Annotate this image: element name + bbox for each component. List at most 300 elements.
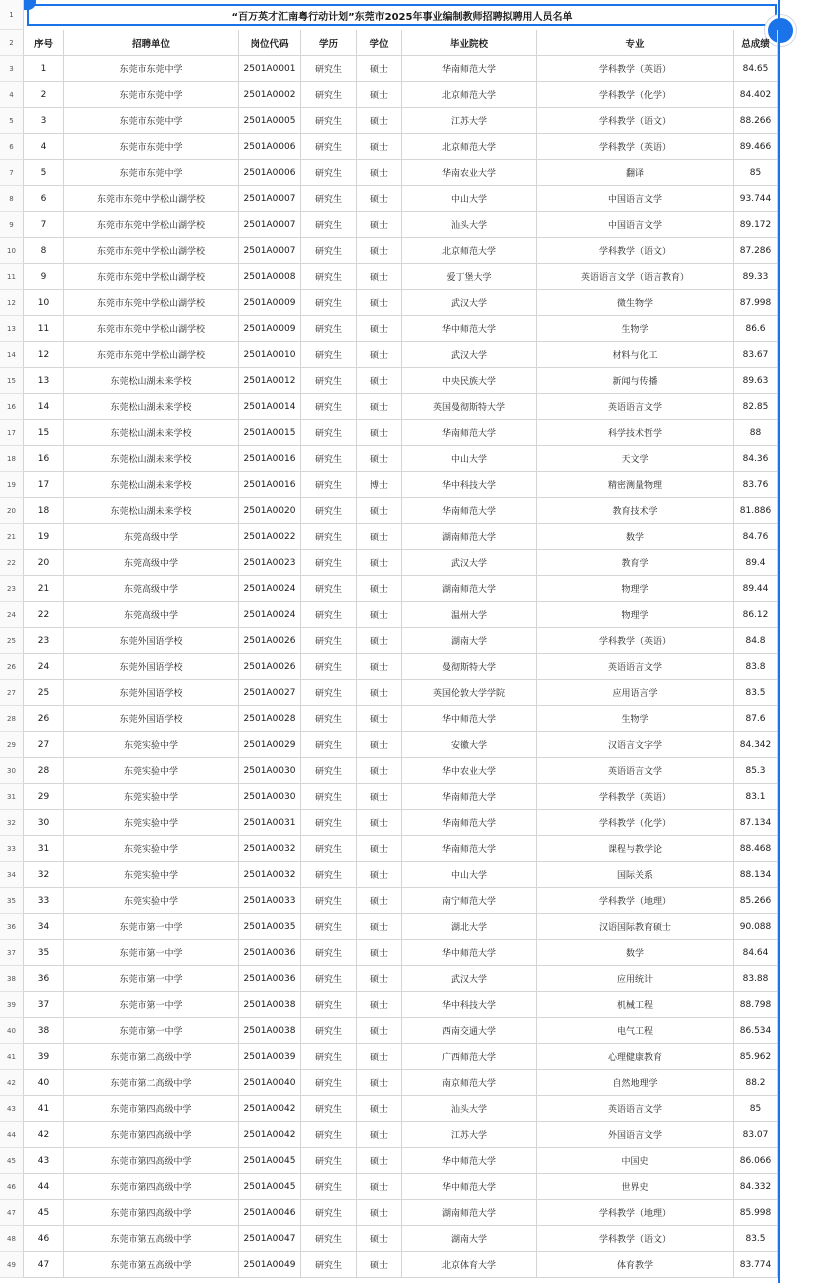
table-cell[interactable]: 生物学	[537, 706, 734, 732]
table-cell[interactable]: 88.468	[734, 836, 778, 862]
row-number[interactable]: 28	[0, 706, 24, 732]
row-number[interactable]: 38	[0, 966, 24, 992]
table-cell[interactable]: 研究生	[301, 654, 357, 680]
table-cell[interactable]: 华中农业大学	[402, 758, 537, 784]
table-cell[interactable]: 2501A0020	[239, 498, 301, 524]
table-cell[interactable]: 硕士	[357, 160, 402, 186]
table-cell[interactable]: 东莞实验中学	[64, 836, 239, 862]
table-cell[interactable]: 2501A0030	[239, 758, 301, 784]
table-cell[interactable]: 硕士	[357, 810, 402, 836]
table-cell[interactable]: 84.64	[734, 940, 778, 966]
row-number[interactable]: 48	[0, 1226, 24, 1252]
table-cell[interactable]: 东莞外国语学校	[64, 680, 239, 706]
table-cell[interactable]: 89.33	[734, 264, 778, 290]
row-number[interactable]: 11	[0, 264, 24, 290]
table-cell[interactable]: 硕士	[357, 966, 402, 992]
table-cell[interactable]: 硕士	[357, 56, 402, 82]
table-cell[interactable]: 学科教学（语文）	[537, 108, 734, 134]
table-cell[interactable]: 10	[24, 290, 64, 316]
table-cell[interactable]: 东莞市东莞中学松山湖学校	[64, 186, 239, 212]
table-cell[interactable]: 研究生	[301, 1200, 357, 1226]
table-cell[interactable]: 英国曼彻斯特大学	[402, 394, 537, 420]
table-cell[interactable]: 2501A0032	[239, 836, 301, 862]
row-number[interactable]: 27	[0, 680, 24, 706]
table-cell[interactable]: 研究生	[301, 602, 357, 628]
row-number[interactable]: 34	[0, 862, 24, 888]
row-number[interactable]: 39	[0, 992, 24, 1018]
table-cell[interactable]: 电气工程	[537, 1018, 734, 1044]
table-cell[interactable]: 13	[24, 368, 64, 394]
table-cell[interactable]: 2501A0005	[239, 108, 301, 134]
table-cell[interactable]: 硕士	[357, 1252, 402, 1278]
table-cell[interactable]: 硕士	[357, 784, 402, 810]
table-cell[interactable]: 东莞市东莞中学松山湖学校	[64, 316, 239, 342]
table-cell[interactable]: 研究生	[301, 368, 357, 394]
table-cell[interactable]: 硕士	[357, 342, 402, 368]
row-number[interactable]: 40	[0, 1018, 24, 1044]
column-header[interactable]: 学位	[357, 30, 402, 56]
row-number[interactable]: 41	[0, 1044, 24, 1070]
table-cell[interactable]: 华中师范大学	[402, 1148, 537, 1174]
table-cell[interactable]: 88.798	[734, 992, 778, 1018]
table-cell[interactable]: 中山大学	[402, 446, 537, 472]
table-cell[interactable]: 东莞高级中学	[64, 524, 239, 550]
table-cell[interactable]: 研究生	[301, 316, 357, 342]
table-cell[interactable]: 研究生	[301, 680, 357, 706]
table-cell[interactable]: 东莞市第一中学	[64, 1018, 239, 1044]
table-cell[interactable]: 研究生	[301, 108, 357, 134]
table-cell[interactable]: 86.534	[734, 1018, 778, 1044]
table-cell[interactable]: 硕士	[357, 82, 402, 108]
table-cell[interactable]: 国际关系	[537, 862, 734, 888]
row-number[interactable]: 19	[0, 472, 24, 498]
table-cell[interactable]: 2501A0026	[239, 654, 301, 680]
row-number[interactable]: 14	[0, 342, 24, 368]
table-cell[interactable]: 研究生	[301, 82, 357, 108]
table-cell[interactable]: 35	[24, 940, 64, 966]
row-number[interactable]: 13	[0, 316, 24, 342]
table-cell[interactable]: 研究生	[301, 732, 357, 758]
table-cell[interactable]: 2501A0029	[239, 732, 301, 758]
table-cell[interactable]: 研究生	[301, 940, 357, 966]
table-cell[interactable]: 华中师范大学	[402, 706, 537, 732]
table-cell[interactable]: 85.3	[734, 758, 778, 784]
row-number[interactable]: 44	[0, 1122, 24, 1148]
table-cell[interactable]: 教育学	[537, 550, 734, 576]
table-cell[interactable]: 华中科技大学	[402, 472, 537, 498]
row-number[interactable]: 21	[0, 524, 24, 550]
table-cell[interactable]: 南宁师范大学	[402, 888, 537, 914]
table-cell[interactable]: 世界史	[537, 1174, 734, 1200]
table-cell[interactable]: 2501A0016	[239, 472, 301, 498]
table-cell[interactable]: 研究生	[301, 394, 357, 420]
table-cell[interactable]: 汕头大学	[402, 1096, 537, 1122]
table-cell[interactable]: 硕士	[357, 654, 402, 680]
table-cell[interactable]: 东莞松山湖未来学校	[64, 498, 239, 524]
table-cell[interactable]: 中山大学	[402, 862, 537, 888]
table-cell[interactable]: 84.332	[734, 1174, 778, 1200]
table-cell[interactable]: 1	[24, 56, 64, 82]
row-number[interactable]: 25	[0, 628, 24, 654]
table-cell[interactable]: 东莞市东莞中学	[64, 108, 239, 134]
table-cell[interactable]: 2501A0015	[239, 420, 301, 446]
row-number[interactable]: 24	[0, 602, 24, 628]
table-cell[interactable]: 中国史	[537, 1148, 734, 1174]
row-number[interactable]: 16	[0, 394, 24, 420]
table-cell[interactable]: 体育教学	[537, 1252, 734, 1278]
row-number[interactable]: 47	[0, 1200, 24, 1226]
table-cell[interactable]: 2501A0042	[239, 1122, 301, 1148]
table-cell[interactable]: 88.2	[734, 1070, 778, 1096]
table-cell[interactable]: 研究生	[301, 498, 357, 524]
table-cell[interactable]: 研究生	[301, 264, 357, 290]
table-cell[interactable]: 25	[24, 680, 64, 706]
table-cell[interactable]: 2501A0007	[239, 238, 301, 264]
table-cell[interactable]: 7	[24, 212, 64, 238]
table-cell[interactable]: 东莞市第五高级中学	[64, 1226, 239, 1252]
table-cell[interactable]: 硕士	[357, 446, 402, 472]
table-cell[interactable]: 2501A0038	[239, 1018, 301, 1044]
table-cell[interactable]: 学科教学（英语）	[537, 56, 734, 82]
column-header[interactable]: 专业	[537, 30, 734, 56]
table-cell[interactable]: 硕士	[357, 524, 402, 550]
table-cell[interactable]: 12	[24, 342, 64, 368]
table-cell[interactable]: 东莞外国语学校	[64, 628, 239, 654]
table-cell[interactable]: 研究生	[301, 1148, 357, 1174]
table-cell[interactable]: 广西师范大学	[402, 1044, 537, 1070]
table-cell[interactable]: 微生物学	[537, 290, 734, 316]
row-number[interactable]: 8	[0, 186, 24, 212]
table-cell[interactable]: 26	[24, 706, 64, 732]
table-cell[interactable]: 90.088	[734, 914, 778, 940]
table-cell[interactable]: 东莞实验中学	[64, 810, 239, 836]
table-cell[interactable]: 研究生	[301, 1044, 357, 1070]
table-cell[interactable]: 英语语言文学	[537, 394, 734, 420]
table-cell[interactable]: 英语语言文学	[537, 1096, 734, 1122]
table-cell[interactable]: 2501A0014	[239, 394, 301, 420]
table-cell[interactable]: 东莞市东莞中学	[64, 160, 239, 186]
column-header[interactable]: 招聘单位	[64, 30, 239, 56]
table-cell[interactable]: 研究生	[301, 1018, 357, 1044]
table-cell[interactable]: 83.774	[734, 1252, 778, 1278]
table-cell[interactable]: 93.744	[734, 186, 778, 212]
table-cell[interactable]: 中央民族大学	[402, 368, 537, 394]
table-cell[interactable]: 研究生	[301, 186, 357, 212]
table-cell[interactable]: 研究生	[301, 56, 357, 82]
table-cell[interactable]: 研究生	[301, 1096, 357, 1122]
table-cell[interactable]: 6	[24, 186, 64, 212]
table-cell[interactable]: 88.266	[734, 108, 778, 134]
table-cell[interactable]: 89.466	[734, 134, 778, 160]
table-cell[interactable]: 2501A0028	[239, 706, 301, 732]
table-cell[interactable]: 硕士	[357, 290, 402, 316]
row-number[interactable]: 6	[0, 134, 24, 160]
table-cell[interactable]: 华南农业大学	[402, 160, 537, 186]
table-cell[interactable]: 2501A0007	[239, 212, 301, 238]
table-cell[interactable]: 硕士	[357, 1096, 402, 1122]
table-cell[interactable]: 2501A0009	[239, 290, 301, 316]
table-cell[interactable]: 2501A0047	[239, 1226, 301, 1252]
table-cell[interactable]: 81.886	[734, 498, 778, 524]
table-cell[interactable]: 安徽大学	[402, 732, 537, 758]
column-header[interactable]: 学历	[301, 30, 357, 56]
table-cell[interactable]: 87.998	[734, 290, 778, 316]
table-cell[interactable]: 研究生	[301, 706, 357, 732]
table-cell[interactable]: 2501A0023	[239, 550, 301, 576]
table-cell[interactable]: 2501A0036	[239, 966, 301, 992]
row-number[interactable]: 4	[0, 82, 24, 108]
table-cell[interactable]: 中国语言文学	[537, 186, 734, 212]
table-cell[interactable]: 东莞市东莞中学	[64, 82, 239, 108]
table-cell[interactable]: 新闻与传播	[537, 368, 734, 394]
table-cell[interactable]: 2501A0008	[239, 264, 301, 290]
table-cell[interactable]: 东莞市第二高级中学	[64, 1070, 239, 1096]
table-cell[interactable]: 硕士	[357, 1018, 402, 1044]
table-cell[interactable]: 29	[24, 784, 64, 810]
table-cell[interactable]: 2501A0012	[239, 368, 301, 394]
table-cell[interactable]: 38	[24, 1018, 64, 1044]
row-number[interactable]: 29	[0, 732, 24, 758]
table-cell[interactable]: 硕士	[357, 576, 402, 602]
table-cell[interactable]: 华南师范大学	[402, 420, 537, 446]
table-cell[interactable]: 23	[24, 628, 64, 654]
table-cell[interactable]: 89.63	[734, 368, 778, 394]
table-cell[interactable]: 翻译	[537, 160, 734, 186]
table-cell[interactable]: 研究生	[301, 862, 357, 888]
row-number[interactable]: 35	[0, 888, 24, 914]
table-cell[interactable]: 32	[24, 862, 64, 888]
table-cell[interactable]: 85.998	[734, 1200, 778, 1226]
table-cell[interactable]: 硕士	[357, 836, 402, 862]
column-header[interactable]: 序号	[24, 30, 64, 56]
table-cell[interactable]: 东莞市第四高级中学	[64, 1148, 239, 1174]
table-cell[interactable]: 北京师范大学	[402, 238, 537, 264]
table-cell[interactable]: 87.134	[734, 810, 778, 836]
table-cell[interactable]: 研究生	[301, 212, 357, 238]
row-number[interactable]: 46	[0, 1174, 24, 1200]
table-cell[interactable]: 8	[24, 238, 64, 264]
table-cell[interactable]: 东莞市第四高级中学	[64, 1122, 239, 1148]
table-cell[interactable]: 研究生	[301, 342, 357, 368]
table-cell[interactable]: 学科教学（语文）	[537, 238, 734, 264]
table-cell[interactable]: 江苏大学	[402, 1122, 537, 1148]
row-number[interactable]: 3	[0, 56, 24, 82]
table-cell[interactable]: 硕士	[357, 316, 402, 342]
table-cell[interactable]: 硕士	[357, 498, 402, 524]
table-cell[interactable]: 硕士	[357, 732, 402, 758]
row-number[interactable]: 9	[0, 212, 24, 238]
row-number[interactable]: 36	[0, 914, 24, 940]
table-cell[interactable]: 18	[24, 498, 64, 524]
table-cell[interactable]: 东莞外国语学校	[64, 654, 239, 680]
table-cell[interactable]: 83.1	[734, 784, 778, 810]
row-number[interactable]: 18	[0, 446, 24, 472]
table-cell[interactable]: 曼彻斯特大学	[402, 654, 537, 680]
table-cell[interactable]: 东莞市东莞中学松山湖学校	[64, 342, 239, 368]
table-cell[interactable]: 东莞市东莞中学松山湖学校	[64, 290, 239, 316]
row-number[interactable]: 45	[0, 1148, 24, 1174]
table-cell[interactable]: 东莞市第二高级中学	[64, 1044, 239, 1070]
table-cell[interactable]: 东莞外国语学校	[64, 706, 239, 732]
table-cell[interactable]: 2	[24, 82, 64, 108]
table-cell[interactable]: 硕士	[357, 134, 402, 160]
table-cell[interactable]: 84.8	[734, 628, 778, 654]
table-cell[interactable]: 生物学	[537, 316, 734, 342]
table-cell[interactable]: 华南师范大学	[402, 784, 537, 810]
table-cell[interactable]: 中国语言文学	[537, 212, 734, 238]
table-cell[interactable]: 硕士	[357, 1226, 402, 1252]
table-cell[interactable]: 85.266	[734, 888, 778, 914]
table-cell[interactable]: 43	[24, 1148, 64, 1174]
table-cell[interactable]: 应用语言学	[537, 680, 734, 706]
table-cell[interactable]: 47	[24, 1252, 64, 1278]
table-cell[interactable]: 华中科技大学	[402, 992, 537, 1018]
table-cell[interactable]: 材料与化工	[537, 342, 734, 368]
table-cell[interactable]: 34	[24, 914, 64, 940]
table-cell[interactable]: 研究生	[301, 1252, 357, 1278]
table-cell[interactable]: 研究生	[301, 966, 357, 992]
table-cell[interactable]: 硕士	[357, 602, 402, 628]
table-cell[interactable]: 17	[24, 472, 64, 498]
table-cell[interactable]: 87.6	[734, 706, 778, 732]
table-cell[interactable]: 武汉大学	[402, 966, 537, 992]
table-cell[interactable]: 2501A0046	[239, 1200, 301, 1226]
table-cell[interactable]: 研究生	[301, 628, 357, 654]
table-cell[interactable]: 硕士	[357, 1044, 402, 1070]
table-cell[interactable]: 精密测量物理	[537, 472, 734, 498]
table-cell[interactable]: 36	[24, 966, 64, 992]
table-cell[interactable]: 2501A0016	[239, 446, 301, 472]
table-cell[interactable]: 东莞实验中学	[64, 862, 239, 888]
row-number[interactable]: 23	[0, 576, 24, 602]
table-cell[interactable]: 88.134	[734, 862, 778, 888]
table-cell[interactable]: 硕士	[357, 238, 402, 264]
table-cell[interactable]: 41	[24, 1096, 64, 1122]
table-cell[interactable]: 东莞实验中学	[64, 758, 239, 784]
table-cell[interactable]: 数学	[537, 940, 734, 966]
table-cell[interactable]: 东莞市第四高级中学	[64, 1096, 239, 1122]
table-cell[interactable]: 硕士	[357, 940, 402, 966]
table-cell[interactable]: 研究生	[301, 524, 357, 550]
table-cell[interactable]: 硕士	[357, 992, 402, 1018]
table-cell[interactable]: 汉语言文字学	[537, 732, 734, 758]
table-cell[interactable]: 31	[24, 836, 64, 862]
table-cell[interactable]: 硕士	[357, 862, 402, 888]
table-cell[interactable]: 82.85	[734, 394, 778, 420]
column-header[interactable]: 岗位代码	[239, 30, 301, 56]
table-cell[interactable]: 东莞市东莞中学松山湖学校	[64, 238, 239, 264]
table-cell[interactable]: 硕士	[357, 264, 402, 290]
table-cell[interactable]: 英语语言文学（语言教育）	[537, 264, 734, 290]
table-cell[interactable]: 武汉大学	[402, 290, 537, 316]
table-cell[interactable]: 东莞松山湖未来学校	[64, 368, 239, 394]
table-cell[interactable]: 研究生	[301, 420, 357, 446]
table-cell[interactable]: 4	[24, 134, 64, 160]
table-cell[interactable]: 北京体育大学	[402, 1252, 537, 1278]
table-cell[interactable]: 89.172	[734, 212, 778, 238]
table-cell[interactable]: 85	[734, 160, 778, 186]
table-cell[interactable]: 汕头大学	[402, 212, 537, 238]
table-cell[interactable]: 华南师范大学	[402, 56, 537, 82]
table-cell[interactable]: 东莞实验中学	[64, 888, 239, 914]
table-cell[interactable]: 研究生	[301, 1226, 357, 1252]
table-cell[interactable]: 硕士	[357, 680, 402, 706]
table-cell[interactable]: 40	[24, 1070, 64, 1096]
table-cell[interactable]: 2501A0026	[239, 628, 301, 654]
table-cell[interactable]: 44	[24, 1174, 64, 1200]
table-cell[interactable]: 研究生	[301, 160, 357, 186]
table-cell[interactable]: 东莞高级中学	[64, 550, 239, 576]
table-cell[interactable]: 东莞实验中学	[64, 732, 239, 758]
table-cell[interactable]: 19	[24, 524, 64, 550]
table-cell[interactable]: 湖南师范大学	[402, 1200, 537, 1226]
table-cell[interactable]: 研究生	[301, 446, 357, 472]
table-cell[interactable]: 湖南师范大学	[402, 524, 537, 550]
table-cell[interactable]: 教育技术学	[537, 498, 734, 524]
table-cell[interactable]: 2501A0024	[239, 602, 301, 628]
table-cell[interactable]: 2501A0038	[239, 992, 301, 1018]
row-number[interactable]: 43	[0, 1096, 24, 1122]
table-cell[interactable]: 21	[24, 576, 64, 602]
table-cell[interactable]: 研究生	[301, 992, 357, 1018]
table-cell[interactable]: 2501A0009	[239, 316, 301, 342]
table-cell[interactable]: 2501A0045	[239, 1174, 301, 1200]
table-cell[interactable]: 学科教学（化学）	[537, 82, 734, 108]
table-cell[interactable]: 2501A0035	[239, 914, 301, 940]
table-cell[interactable]: 东莞松山湖未来学校	[64, 420, 239, 446]
row-number[interactable]: 32	[0, 810, 24, 836]
table-cell[interactable]: 东莞市第四高级中学	[64, 1174, 239, 1200]
table-cell[interactable]: 湖南大学	[402, 628, 537, 654]
table-cell[interactable]: 研究生	[301, 1122, 357, 1148]
table-cell[interactable]: 机械工程	[537, 992, 734, 1018]
table-cell[interactable]: 硕士	[357, 368, 402, 394]
table-cell[interactable]: 39	[24, 1044, 64, 1070]
table-cell[interactable]: 华中师范大学	[402, 1174, 537, 1200]
table-cell[interactable]: 学科教学（英语）	[537, 134, 734, 160]
table-cell[interactable]: 3	[24, 108, 64, 134]
table-cell[interactable]: 学科教学（地理）	[537, 1200, 734, 1226]
column-header[interactable]: 总成绩	[734, 30, 778, 56]
table-cell[interactable]: 硕士	[357, 108, 402, 134]
table-cell[interactable]: 2501A0042	[239, 1096, 301, 1122]
table-cell[interactable]: 东莞实验中学	[64, 784, 239, 810]
row-number[interactable]: 12	[0, 290, 24, 316]
table-cell[interactable]: 研究生	[301, 836, 357, 862]
table-cell[interactable]: 英语语言文学	[537, 654, 734, 680]
table-cell[interactable]: 西南交通大学	[402, 1018, 537, 1044]
row-number[interactable]: 22	[0, 550, 24, 576]
table-cell[interactable]: 83.07	[734, 1122, 778, 1148]
table-cell[interactable]: 硕士	[357, 758, 402, 784]
table-cell[interactable]: 硕士	[357, 550, 402, 576]
table-cell[interactable]: 学科教学（地理）	[537, 888, 734, 914]
table-cell[interactable]: 心理健康教育	[537, 1044, 734, 1070]
table-cell[interactable]: 2501A0032	[239, 862, 301, 888]
table-cell[interactable]: 华南师范大学	[402, 836, 537, 862]
table-cell[interactable]: 东莞高级中学	[64, 602, 239, 628]
table-cell[interactable]: 研究生	[301, 810, 357, 836]
table-cell[interactable]: 东莞松山湖未来学校	[64, 472, 239, 498]
table-cell[interactable]: 武汉大学	[402, 342, 537, 368]
table-cell[interactable]: 东莞市东莞中学松山湖学校	[64, 212, 239, 238]
table-cell[interactable]: 研究生	[301, 888, 357, 914]
table-cell[interactable]: 课程与教学论	[537, 836, 734, 862]
table-cell[interactable]: 2501A0049	[239, 1252, 301, 1278]
table-cell[interactable]: 学科教学（语文）	[537, 1226, 734, 1252]
table-cell[interactable]: 学科教学（化学）	[537, 810, 734, 836]
row-number[interactable]: 30	[0, 758, 24, 784]
